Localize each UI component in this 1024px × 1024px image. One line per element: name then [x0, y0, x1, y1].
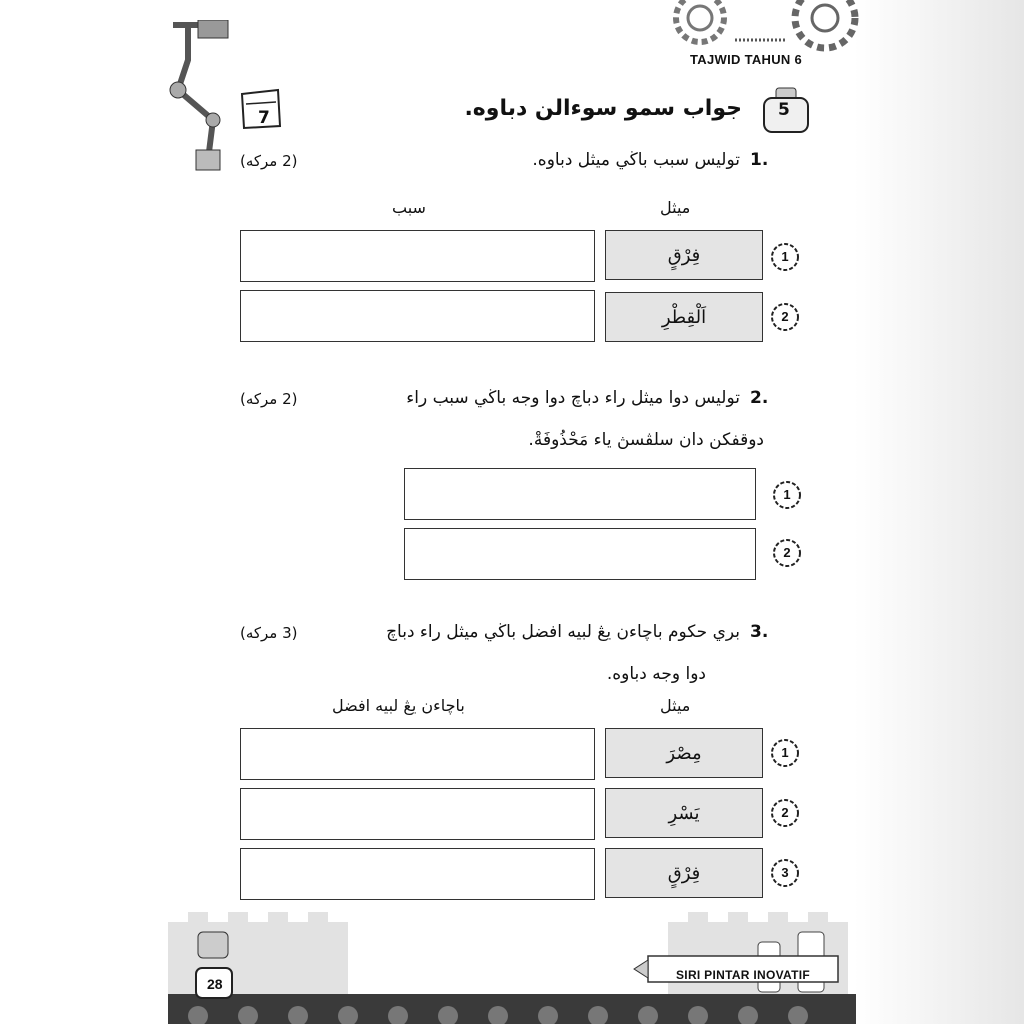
gear-number-icon: 1: [768, 736, 802, 770]
q3-item3-answer-field[interactable]: [240, 848, 595, 900]
q1-col-example: ميثل: [660, 198, 691, 217]
gear-number-icon: 2: [770, 536, 804, 570]
robot-arm-icon: [168, 20, 238, 180]
q2-text-line2: دوقفكن دان سلڤسڽ ياء مَحْذُوفَةْ.: [528, 430, 764, 450]
page-number: 28: [207, 976, 223, 992]
q3-col-example: ميثل: [660, 696, 691, 715]
section-title: جواب سمو سوءالن دباوه.: [464, 96, 742, 121]
gear-number-icon: 3: [768, 856, 802, 890]
gear-number-icon: 2: [768, 796, 802, 830]
gears-icon: [660, 0, 860, 60]
q1-text: توليس سبب باڬي ميثل دباوه.: [532, 150, 740, 170]
q1-item1-answer-field[interactable]: [240, 230, 595, 282]
q1-col-answer: سبب: [392, 198, 426, 217]
q3-marks: (3 مركه): [240, 624, 298, 642]
q2-text-line1: توليس دوا ميثل راء دباچ دوا وجه باڬي سبب راء: [406, 388, 740, 408]
q3-item2-answer-field[interactable]: [240, 788, 595, 840]
gear-number-icon: 1: [768, 240, 802, 274]
q2-number: 2.: [750, 388, 769, 408]
q3-item3-word: فِرْقٍ: [605, 848, 763, 898]
q3-item1-answer-field[interactable]: [240, 728, 595, 780]
q2-marks: (2 مركه): [240, 390, 298, 408]
q3-item1-word: مِصْرَ: [605, 728, 763, 778]
q2-answer2-field[interactable]: [404, 528, 756, 580]
q3-item2-word: يَسْرِ: [605, 788, 763, 838]
footer-label: SIRI PINTAR INOVATIF: [676, 968, 810, 982]
q3-text-line2: دوا وجه دباوه.: [606, 664, 706, 684]
q3-col-answer: باچاءن يڠ لبيه افضل: [332, 696, 465, 715]
q1-item2-answer-field[interactable]: [240, 290, 595, 342]
q1-item1-word: فِرْقٍ: [605, 230, 763, 280]
q1-number: 1.: [750, 150, 769, 170]
total-marks-value: 7: [258, 108, 270, 128]
gear-number-icon: 1: [770, 478, 804, 512]
q1-marks: (2 مركه): [240, 152, 298, 170]
page-edge-shadow: [854, 0, 1024, 1024]
q1-item2-word: اَلْقِطْرِ: [605, 292, 763, 342]
q3-text-line1: بري حكوم باچاءن يڠ لبيه افضل باڬي ميثل راء دباچ: [386, 622, 740, 642]
q3-number: 3.: [750, 622, 769, 642]
section-number: 5: [778, 100, 790, 120]
header-label: TAJWID TAHUN 6: [690, 52, 803, 67]
q2-answer1-field[interactable]: [404, 468, 756, 520]
gear-number-icon: 2: [768, 300, 802, 334]
